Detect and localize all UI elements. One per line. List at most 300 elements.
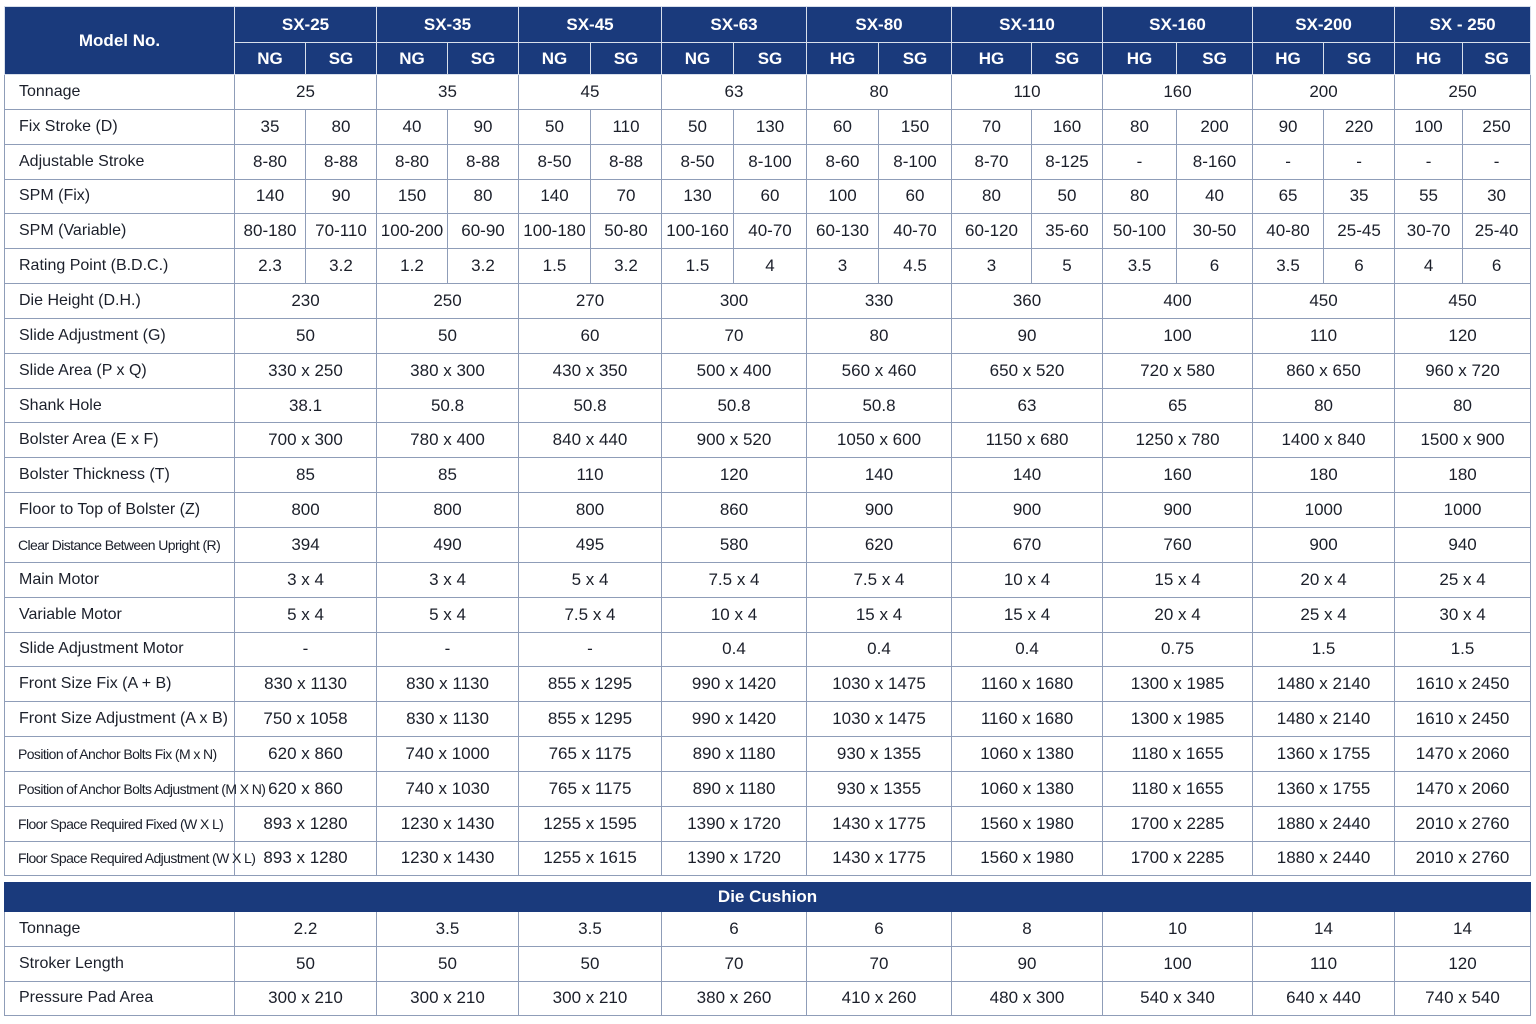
table-cell: 120 (1395, 318, 1531, 353)
table-cell: 2.3 (235, 249, 306, 284)
table-cell: 860 x 650 (1253, 353, 1395, 388)
table-cell: 1390 x 1720 (662, 806, 807, 841)
row-label: Tonnage (5, 912, 235, 947)
table-cell: 40 (377, 109, 448, 144)
table-cell: 60 (807, 109, 879, 144)
table-cell: 700 x 300 (235, 423, 377, 458)
table-cell: 940 (1395, 527, 1531, 562)
table-cell: 640 x 440 (1253, 981, 1395, 1016)
table-cell: 1000 (1395, 493, 1531, 528)
variant-header: SG (1032, 43, 1103, 75)
variant-header: HG (807, 43, 879, 75)
table-cell: 250 (377, 284, 519, 319)
table-cell: 4.5 (879, 249, 952, 284)
table-cell: 1560 x 1980 (952, 841, 1103, 876)
variant-header: HG (1103, 43, 1177, 75)
table-cell: 1480 x 2140 (1253, 702, 1395, 737)
table-cell: 0.4 (952, 632, 1103, 667)
table-cell: 1560 x 1980 (952, 806, 1103, 841)
table-cell: 1060 x 1380 (952, 737, 1103, 772)
table-cell: 1030 x 1475 (807, 702, 952, 737)
model-header: SX-200 (1253, 7, 1395, 43)
table-cell: 15 x 4 (807, 597, 952, 632)
row-label: Tonnage (5, 75, 235, 110)
table-cell: 100-200 (377, 214, 448, 249)
table-cell: 830 x 1130 (377, 667, 519, 702)
table-cell: 140 (519, 179, 591, 214)
table-cell: 990 x 1420 (662, 702, 807, 737)
table-cell: 480 x 300 (952, 981, 1103, 1016)
table-cell: 6 (1324, 249, 1395, 284)
table-cell: 180 (1395, 458, 1531, 493)
row-label: Slide Adjustment (G) (5, 318, 235, 353)
variant-header: SG (1463, 43, 1531, 75)
row-label: Clear Distance Between Upright (R) (5, 527, 235, 562)
table-cell: 80 (1395, 388, 1531, 423)
table-cell: 40-80 (1253, 214, 1324, 249)
table-cell: 35 (1324, 179, 1395, 214)
table-row (5, 75, 1531, 110)
table-row (5, 493, 1531, 528)
table-row (5, 249, 1531, 284)
model-header: SX - 250 (1395, 7, 1531, 43)
table-cell: 1160 x 1680 (952, 702, 1103, 737)
table-cell: 10 (1103, 912, 1253, 947)
table-cell: 540 x 340 (1103, 981, 1253, 1016)
table-cell: 5 x 4 (235, 597, 377, 632)
row-label: Floor Space Required Adjustment (W X L) (5, 841, 235, 876)
variant-header: SG (591, 43, 662, 75)
row-label: Position of Anchor Bolts Adjustment (M X N) (5, 771, 235, 806)
table-cell: 930 x 1355 (807, 737, 952, 772)
table-cell: 1230 x 1430 (377, 806, 519, 841)
table-cell: 3.5 (1103, 249, 1177, 284)
table-cell: 1400 x 840 (1253, 423, 1395, 458)
table-cell: 650 x 520 (952, 353, 1103, 388)
table-cell: 180 (1253, 458, 1395, 493)
table-cell: 63 (662, 75, 807, 110)
table-cell: 50.8 (662, 388, 807, 423)
table-cell: 5 x 4 (519, 562, 662, 597)
table-cell: 70 (807, 946, 952, 981)
table-cell: - (1395, 144, 1463, 179)
table-cell: 300 x 210 (235, 981, 377, 1016)
table-cell: 80 (1103, 109, 1177, 144)
table-cell: 200 (1253, 75, 1395, 110)
table-cell: 495 (519, 527, 662, 562)
table-row (5, 353, 1531, 388)
table-cell: 1360 x 1755 (1253, 737, 1395, 772)
table-cell: 25 (235, 75, 377, 110)
table-row (5, 771, 1531, 806)
table-cell: 7.5 x 4 (807, 562, 952, 597)
variant-header: NG (519, 43, 591, 75)
table-cell: 30-50 (1177, 214, 1253, 249)
table-cell: 800 (519, 493, 662, 528)
table-cell: 6 (807, 912, 952, 947)
table-cell: - (1103, 144, 1177, 179)
table-cell: 900 (952, 493, 1103, 528)
table-cell: 330 x 250 (235, 353, 377, 388)
table-cell: - (1324, 144, 1395, 179)
table-cell: 50.8 (807, 388, 952, 423)
table-cell: 8-88 (448, 144, 519, 179)
table-cell: 35 (235, 109, 306, 144)
table-cell: 35 (377, 75, 519, 110)
table-cell: 1.5 (662, 249, 734, 284)
table-cell: 890 x 1180 (662, 771, 807, 806)
variant-header: SG (1177, 43, 1253, 75)
table-cell: 20 x 4 (1103, 597, 1253, 632)
table-cell: 38.1 (235, 388, 377, 423)
table-cell: 90 (1253, 109, 1324, 144)
table-cell: 1500 x 900 (1395, 423, 1531, 458)
table-cell: 50 (235, 318, 377, 353)
table-cell: 1430 x 1775 (807, 841, 952, 876)
table-cell: 50 (519, 109, 591, 144)
table-cell: 7.5 x 4 (519, 597, 662, 632)
table-cell: 490 (377, 527, 519, 562)
table-cell: 893 x 1280 (235, 806, 377, 841)
table-cell: 8-80 (377, 144, 448, 179)
variant-header: SG (1324, 43, 1395, 75)
table-cell: 35-60 (1032, 214, 1103, 249)
table-row (5, 981, 1531, 1016)
table-cell: 855 x 1295 (519, 667, 662, 702)
table-cell: 800 (235, 493, 377, 528)
table-cell: 140 (952, 458, 1103, 493)
table-cell: 2010 x 2760 (1395, 806, 1531, 841)
table-cell: 3 x 4 (377, 562, 519, 597)
table-cell: 250 (1395, 75, 1531, 110)
table-cell: 250 (1463, 109, 1531, 144)
table-cell: 25 x 4 (1253, 597, 1395, 632)
table-cell: 10 x 4 (952, 562, 1103, 597)
table-cell: 120 (662, 458, 807, 493)
table-cell: 8 (952, 912, 1103, 947)
table-cell: 8-88 (591, 144, 662, 179)
table-cell: 90 (952, 946, 1103, 981)
table-cell: 3.2 (448, 249, 519, 284)
row-label: Front Size Adjustment (A x B) (5, 702, 235, 737)
table-cell: 100 (1395, 109, 1463, 144)
variant-header: HG (952, 43, 1032, 75)
table-cell: 50-80 (591, 214, 662, 249)
table-cell: 380 x 300 (377, 353, 519, 388)
table-cell: 220 (1324, 109, 1395, 144)
table-cell: 100-180 (519, 214, 591, 249)
table-cell: 930 x 1355 (807, 771, 952, 806)
table-cell: 70-110 (306, 214, 377, 249)
table-cell: 960 x 720 (1395, 353, 1531, 388)
row-label: Die Height (D.H.) (5, 284, 235, 319)
table-row (5, 597, 1531, 632)
table-cell: 110 (952, 75, 1103, 110)
table-cell: 70 (662, 946, 807, 981)
table-cell: 1430 x 1775 (807, 806, 952, 841)
table-row (5, 423, 1531, 458)
variant-header: NG (235, 43, 306, 75)
table-cell: 890 x 1180 (662, 737, 807, 772)
table-cell: 450 (1253, 284, 1395, 319)
table-cell: - (377, 632, 519, 667)
table-cell: 0.75 (1103, 632, 1253, 667)
table-cell: 200 (1177, 109, 1253, 144)
table-cell: 2.2 (235, 912, 377, 947)
table-cell: 1050 x 600 (807, 423, 952, 458)
variant-header: NG (377, 43, 448, 75)
table-cell: 580 (662, 527, 807, 562)
table-cell: 90 (306, 179, 377, 214)
table-row (5, 806, 1531, 841)
table-cell: 330 (807, 284, 952, 319)
table-cell: 45 (519, 75, 662, 110)
table-row (5, 144, 1531, 179)
table-cell: 410 x 260 (807, 981, 952, 1016)
variant-header: HG (1253, 43, 1324, 75)
variant-header: SG (306, 43, 377, 75)
row-label: Position of Anchor Bolts Fix (M x N) (5, 737, 235, 772)
table-cell: 65 (1253, 179, 1324, 214)
table-cell: 110 (1253, 318, 1395, 353)
table-cell: 900 x 520 (662, 423, 807, 458)
table-cell: 70 (662, 318, 807, 353)
table-cell: 110 (519, 458, 662, 493)
table-cell: 740 x 1030 (377, 771, 519, 806)
table-cell: 670 (952, 527, 1103, 562)
model-header: SX-45 (519, 7, 662, 43)
table-cell: 8-125 (1032, 144, 1103, 179)
table-cell: 4 (734, 249, 807, 284)
table-cell: 60 (519, 318, 662, 353)
table-cell: 2010 x 2760 (1395, 841, 1531, 876)
row-label: Adjustable Stroke (5, 144, 235, 179)
table-cell: 70 (952, 109, 1032, 144)
table-cell: 990 x 1420 (662, 667, 807, 702)
table-cell: 900 (1103, 493, 1253, 528)
table-cell: 830 x 1130 (377, 702, 519, 737)
table-row (5, 946, 1531, 981)
table-cell: 1480 x 2140 (1253, 667, 1395, 702)
table-row (5, 912, 1531, 947)
table-cell: 270 (519, 284, 662, 319)
table-cell: 3.2 (591, 249, 662, 284)
table-cell: 60 (879, 179, 952, 214)
table-row (5, 562, 1531, 597)
row-label: Slide Area (P x Q) (5, 353, 235, 388)
header-row-models (5, 7, 1531, 43)
table-cell: 860 (662, 493, 807, 528)
table-cell: 150 (377, 179, 448, 214)
table-cell: 1.5 (519, 249, 591, 284)
table-cell: 100 (1103, 318, 1253, 353)
table-cell: 160 (1103, 458, 1253, 493)
table-row (5, 527, 1531, 562)
table-cell: 60-90 (448, 214, 519, 249)
table-row (5, 458, 1531, 493)
table-cell: 855 x 1295 (519, 702, 662, 737)
table-cell: 300 x 210 (519, 981, 662, 1016)
table-cell: 750 x 1058 (235, 702, 377, 737)
table-cell: 80 (1253, 388, 1395, 423)
table-cell: 40-70 (734, 214, 807, 249)
table-cell: 60 (734, 179, 807, 214)
table-cell: 1.5 (1395, 632, 1531, 667)
table-cell: 400 (1103, 284, 1253, 319)
table-cell: 1160 x 1680 (952, 667, 1103, 702)
table-cell: 1470 x 2060 (1395, 771, 1531, 806)
table-cell: 40-70 (879, 214, 952, 249)
table-cell: 50-100 (1103, 214, 1177, 249)
table-cell: 100-160 (662, 214, 734, 249)
table-cell: 893 x 1280 (235, 841, 377, 876)
table-cell: 3.5 (1253, 249, 1324, 284)
table-cell: 560 x 460 (807, 353, 952, 388)
table-row (5, 318, 1531, 353)
table-cell: 50 (1032, 179, 1103, 214)
model-header: SX-25 (235, 7, 377, 43)
table-cell: 1300 x 1985 (1103, 667, 1253, 702)
row-label: Floor to Top of Bolster (Z) (5, 493, 235, 528)
row-label: SPM (Fix) (5, 179, 235, 214)
table-cell: 8-60 (807, 144, 879, 179)
table-cell: 20 x 4 (1253, 562, 1395, 597)
table-cell: 1390 x 1720 (662, 841, 807, 876)
table-cell: 30-70 (1395, 214, 1463, 249)
table-cell: 6 (1463, 249, 1531, 284)
variant-header: HG (1395, 43, 1463, 75)
table-cell: 160 (1103, 75, 1253, 110)
table-cell: 65 (1103, 388, 1253, 423)
table-cell: 80 (807, 75, 952, 110)
table-cell: 8-88 (306, 144, 377, 179)
table-cell: 3 (952, 249, 1032, 284)
table-cell: 25-40 (1463, 214, 1531, 249)
table-cell: 80 (306, 109, 377, 144)
table-cell: 8-100 (879, 144, 952, 179)
table-cell: 50 (377, 946, 519, 981)
table-cell: 160 (1032, 109, 1103, 144)
table-cell: 900 (807, 493, 952, 528)
table-row (5, 702, 1531, 737)
table-cell: 14 (1395, 912, 1531, 947)
table-cell: 8-160 (1177, 144, 1253, 179)
table-cell: 25-45 (1324, 214, 1395, 249)
table-cell: 7.5 x 4 (662, 562, 807, 597)
table-cell: 1360 x 1755 (1253, 771, 1395, 806)
table-cell: 30 x 4 (1395, 597, 1531, 632)
table-cell: 80-180 (235, 214, 306, 249)
spec-table (4, 6, 1531, 876)
table-cell: 800 (377, 493, 519, 528)
table-cell: 150 (879, 109, 952, 144)
row-label: Main Motor (5, 562, 235, 597)
table-cell: 1250 x 780 (1103, 423, 1253, 458)
table-cell: 430 x 350 (519, 353, 662, 388)
table-row (5, 841, 1531, 876)
table-cell: 1.2 (377, 249, 448, 284)
row-label: Variable Motor (5, 597, 235, 632)
table-cell: 90 (448, 109, 519, 144)
table-cell: 5 (1032, 249, 1103, 284)
table-cell: 8-100 (734, 144, 807, 179)
table-cell: - (235, 632, 377, 667)
row-label: Floor Space Required Fixed (W X L) (5, 806, 235, 841)
table-cell: 5 x 4 (377, 597, 519, 632)
table-cell: 500 x 400 (662, 353, 807, 388)
table-cell: 1610 x 2450 (1395, 667, 1531, 702)
table-cell: 1700 x 2285 (1103, 806, 1253, 841)
table-cell: 1.5 (1253, 632, 1395, 667)
table-row (5, 179, 1531, 214)
table-cell: 1255 x 1595 (519, 806, 662, 841)
table-cell: 1880 x 2440 (1253, 806, 1395, 841)
table-cell: 55 (1395, 179, 1463, 214)
table-cell: 4 (1395, 249, 1463, 284)
table-cell: 3.2 (306, 249, 377, 284)
table-cell: 80 (807, 318, 952, 353)
table-row (5, 632, 1531, 667)
table-cell: - (1463, 144, 1531, 179)
table-cell: 780 x 400 (377, 423, 519, 458)
table-cell: 1150 x 680 (952, 423, 1103, 458)
table-cell: 8-70 (952, 144, 1032, 179)
table-cell: 70 (591, 179, 662, 214)
table-cell: 1880 x 2440 (1253, 841, 1395, 876)
table-cell: 0.4 (807, 632, 952, 667)
table-cell: 8-80 (235, 144, 306, 179)
row-label: Pressure Pad Area (5, 981, 235, 1016)
table-cell: 300 x 210 (377, 981, 519, 1016)
table-cell: 765 x 1175 (519, 771, 662, 806)
table-cell: 620 x 860 (235, 771, 377, 806)
table-cell: 110 (591, 109, 662, 144)
table-cell: - (1253, 144, 1324, 179)
row-label: Rating Point (B.D.C.) (5, 249, 235, 284)
table-cell: 1470 x 2060 (1395, 737, 1531, 772)
table-cell: 50 (519, 946, 662, 981)
table-row (5, 737, 1531, 772)
section-title-row (5, 883, 1531, 912)
model-header: SX-63 (662, 7, 807, 43)
table-cell: 3 (807, 249, 879, 284)
row-label: Stroker Length (5, 946, 235, 981)
table-cell: 620 (807, 527, 952, 562)
table-cell: 8-50 (662, 144, 734, 179)
table-cell: 620 x 860 (235, 737, 377, 772)
row-label: Bolster Thickness (T) (5, 458, 235, 493)
table-cell: 380 x 260 (662, 981, 807, 1016)
table-cell: 1180 x 1655 (1103, 771, 1253, 806)
table-cell: 1700 x 2285 (1103, 841, 1253, 876)
table-cell: 740 x 1000 (377, 737, 519, 772)
table-cell: 740 x 540 (1395, 981, 1531, 1016)
table-cell: 840 x 440 (519, 423, 662, 458)
table-cell: 1180 x 1655 (1103, 737, 1253, 772)
model-no-header: Model No. (5, 7, 235, 75)
table-row (5, 109, 1531, 144)
table-cell: 6 (1177, 249, 1253, 284)
table-cell: 6 (662, 912, 807, 947)
table-row (5, 284, 1531, 319)
row-label: Slide Adjustment Motor (5, 632, 235, 667)
model-header: SX-80 (807, 7, 952, 43)
table-cell: 3 x 4 (235, 562, 377, 597)
table-cell: 1255 x 1615 (519, 841, 662, 876)
table-cell: 1030 x 1475 (807, 667, 952, 702)
model-header: SX-35 (377, 7, 519, 43)
table-cell: 0.4 (662, 632, 807, 667)
